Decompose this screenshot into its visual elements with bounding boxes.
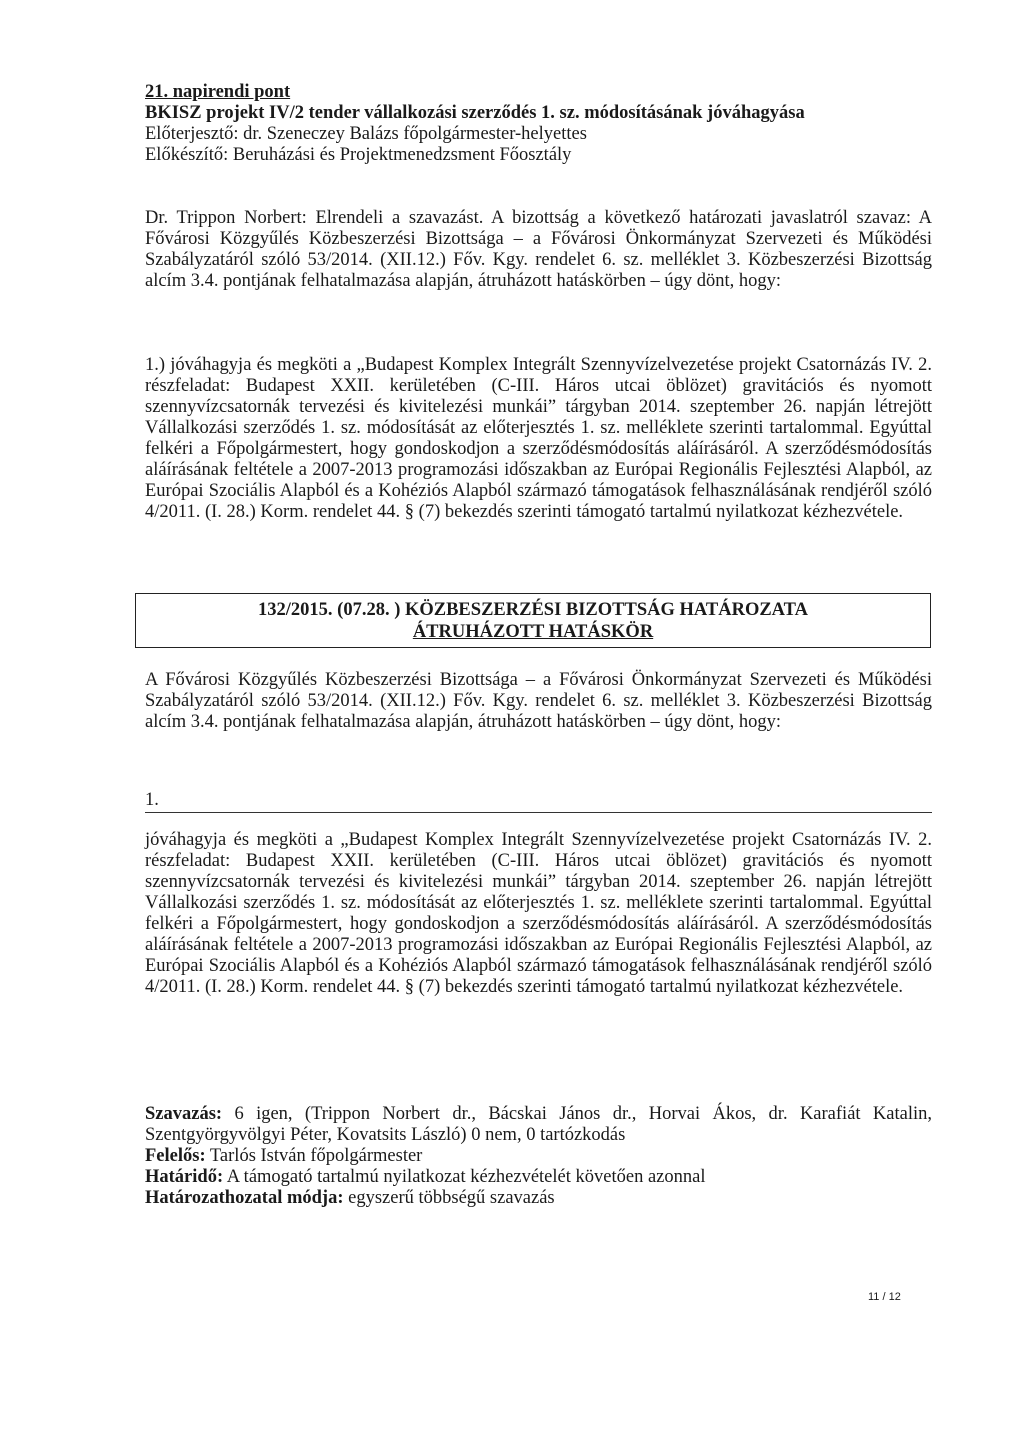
resolution-intro: A Fővárosi Közgyűlés Közbeszerzési Bizottsága – a Fővárosi Önkormányzat Szervezeti és Működési Szabályzatáról szóló 53/2014. (XII.12.) Főv. Kgy. rendelet 6. sz. melléklet 3. Közbeszerzési Bizottság alcím 3.4. pontjának felhatalmazása alapján, átruházott hatáskörben – úgy dönt, hogy: (145, 670, 932, 732)
deadline-line (145, 1167, 932, 1188)
deadline-text: A támogató tartalmú nyilatkozat kézhezvételét követően azonnal (226, 1167, 706, 1187)
resolution-text: jóváhagyja és megköti a „Budapest Komplex Integrált Szennyvízelvezetése projekt Csatornázás IV. 2. részfeladat: Budapest XXII. kerületében (C-III. Háros utcai öblözet) gravitációs és nyomott szennyvízcsatornák tervezési és kivitelezési munkái” tárgyban 2014. szeptember 26. napján létrejött Vállalkozási szerződés 1. sz. módosítását az előterjesztés 1. sz. melléklete szerinti tartalommal. Egyúttal felkéri a Főpolgármestert, hogy gondoskodjon a szerződésmódosítás aláírásáról. A szerződésmódosítás aláírásának feltétele a 2007-2013 programozási időszakban az Európai Regionális Fejlesztési Alapból, az Európai Szociális Alapból és a Kohéziós Alapból származó támogatások felhasználásának rendjéről szóló 4/2011. (I. 28.) Korm. rendelet 44. § (7) bekezdés szerinti támogató tartalmú nyilatkozat kézhezvétele. (145, 830, 932, 997)
intro-paragraph: Dr. Trippon Norbert: Elrendeli a szavazást. A bizottság a következő határozati javaslatról szavaz: A Fővárosi Közgyűlés Közbeszerzési Bizottsága – a Fővárosi Önkormányzat Szervezeti és Működési Szabályzatáról szóló 53/2014. (XII.12.) Főv. Kgy. rendelet 6. sz. melléklet 3. Közbeszerzési Bizottság alcím 3.4. pontjának felhatalmazása alapján, átruházott hatáskörben – úgy dönt, hogy: (145, 208, 932, 291)
page-number: 11 / 12 (868, 1291, 901, 1303)
method-label: Határozathozatal módja: (145, 1188, 344, 1208)
responsible-text: Tarlós István főpolgármester (209, 1146, 423, 1166)
vote-label: Szavazás: (145, 1104, 223, 1124)
resolution-subtitle: ÁTRUHÁZOTT HATÁSKÖR (412, 622, 654, 642)
proposal-paragraph: 1.) jóváhagyja és megköti a „Budapest Komplex Integrált Szennyvízelvezetése projekt Csatornázás IV. 2. részfeladat: Budapest XXII. kerületében (C-III. Háros utcai öblözet) gravitációs és nyomott szennyvízcsatornák tervezési és kivitelezési munkái” tárgyban 2014. szeptember 26. napján létrejött Vállalkozási szerződés 1. sz. módosítását az előterjesztés 1. sz. melléklete szerinti tartalommal. Egyúttal felkéri a Főpolgármestert, hogy gondoskodjon a szerződésmódosítás aláírásáról. A szerződésmódosítás aláírásának feltétele a 2007-2013 programozási időszakban az Európai Regionális Fejlesztési Alapból, az Európai Szociális Alapból és a Kohéziós Alapból származó támogatások felhasználásának rendjéről szóló 4/2011. (I. 28.) Korm. rendelet 44. § (7) bekezdés szerinti támogató tartalmú nyilatkozat kézhezvétele. (145, 355, 932, 522)
method-line (145, 1188, 932, 1209)
presenter-line: Előterjesztő: dr. Szeneczey Balázs főpolgármester-helyettes (145, 124, 587, 144)
resolution-title-box (135, 593, 931, 648)
divider-line (145, 812, 932, 813)
deadline-label: Határidő: (145, 1167, 224, 1187)
vote-line (145, 1104, 932, 1146)
responsible-line (145, 1146, 932, 1167)
vote-text: 6 igen, (Trippon Norbert dr., Bácskai János dr., Horvai Ákos, dr. Karafiát Katalin, Szentgyörgyvölgyi Péter, Kovatsits László) 0 nem, 0 tartózkodás (145, 1104, 932, 1145)
agenda-title: BKISZ projekt IV/2 tender vállalkozási szerződés 1. sz. módosításának jóváhagyása (145, 103, 805, 123)
resolution-title: 132/2015. (07.28. ) KÖZBESZERZÉSI BIZOTTSÁG HATÁROZATA (258, 600, 808, 620)
responsible-label: Felelős: (145, 1146, 206, 1166)
agenda-number: 21. napirendi pont (145, 82, 291, 102)
preparer-line: Előkészítő: Beruházási és Projektmenedzsment Főosztály (145, 145, 572, 165)
method-text: egyszerű többségű szavazás (348, 1188, 555, 1208)
item-number: 1. (145, 790, 159, 810)
